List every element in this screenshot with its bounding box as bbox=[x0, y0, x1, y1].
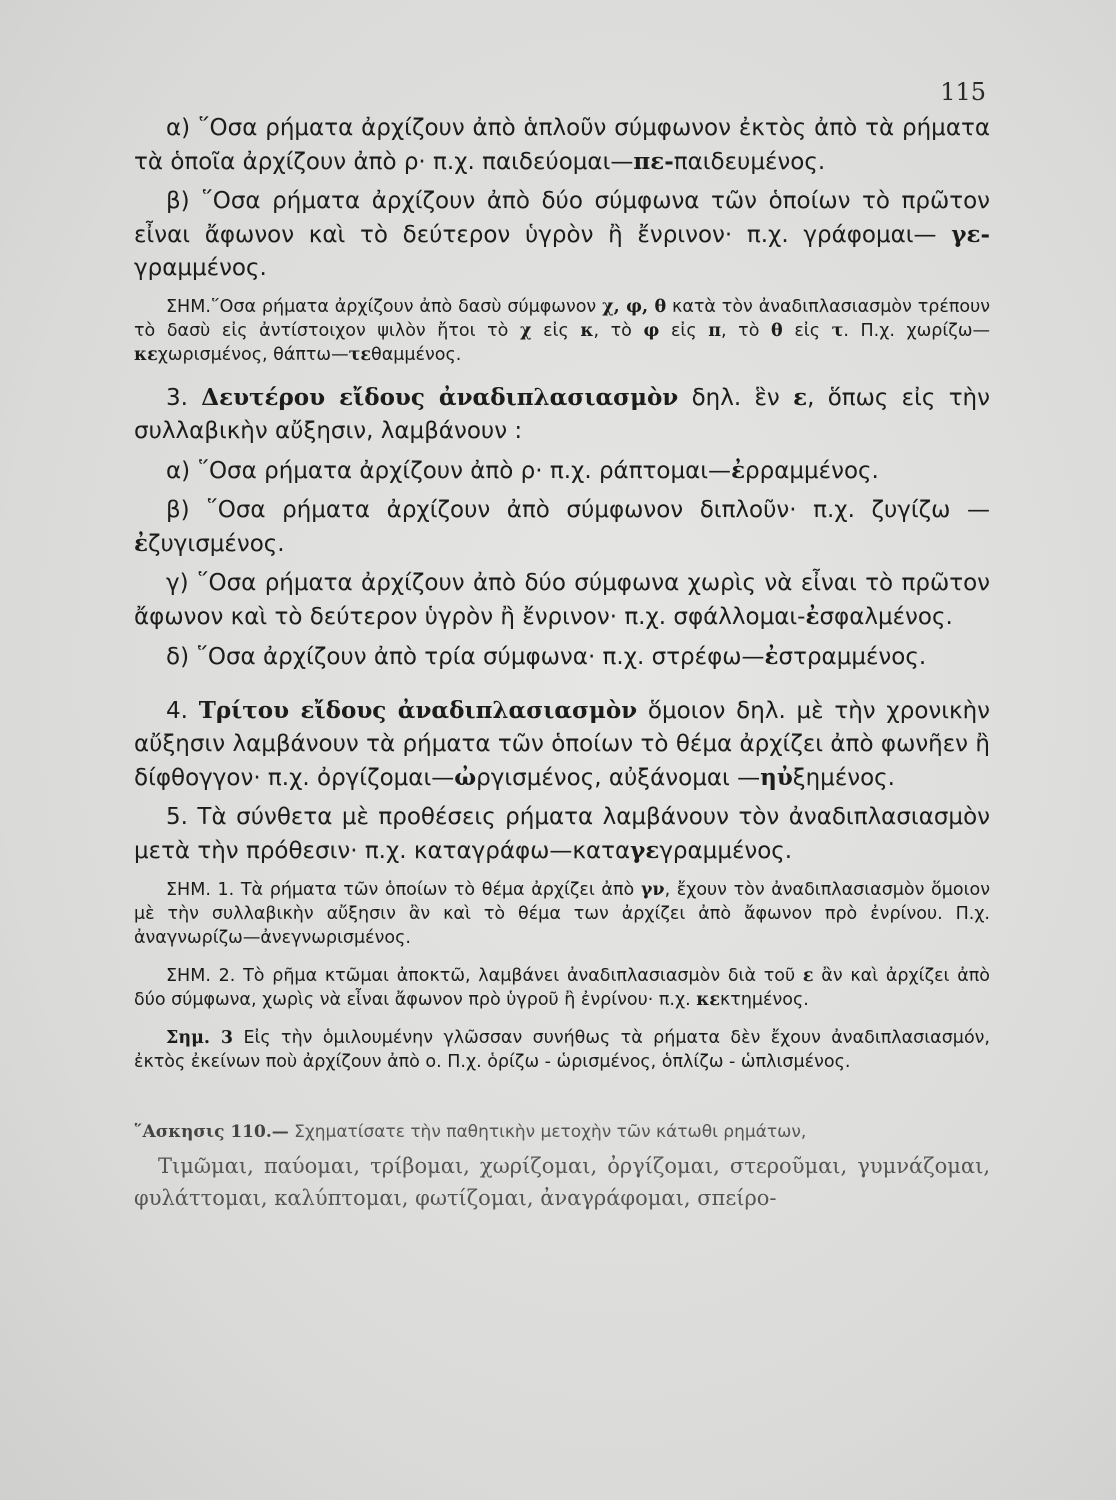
section-gap bbox=[134, 680, 990, 694]
text-run: ΣΗΜ.῞Οσα ρήματα ἀρχίζουν ἀπὸ δασὺ σύμφωνον bbox=[166, 297, 603, 317]
exercise-word-list: Τιμῶμαι, παύομαι, τρίβομαι, χωρίζομαι, ὀργίζομαι, στεροῦμαι, γυμνάζομαι, φυλάττομαι, καλύπτομαι, φωτίζομαι, ἀναγράφομαι, σπείρο- bbox=[134, 1154, 990, 1210]
bold-text: Σημ. 3 bbox=[166, 1028, 234, 1048]
bold-text: ὠ bbox=[454, 764, 477, 791]
bold-text: ἐ bbox=[764, 643, 779, 670]
bold-text: γε- bbox=[951, 221, 990, 248]
bold-text: κε bbox=[134, 345, 158, 365]
text-run: γ) ῞Οσα ρήματα ἀρχίζουν ἀπὸ δύο σύμφωνα χωρὶς νὰ εἶναι τὸ πρῶτον ἄφωνον καὶ τὸ δεύτερον ὑγρὸν ἢ ἔνρινον· π.χ. σφάλλομαι- bbox=[134, 570, 990, 630]
text-run: σφαλμένος. bbox=[819, 604, 953, 630]
footnote-paragraph bbox=[134, 964, 990, 1012]
text-run: . Π.χ. χωρίζω— bbox=[843, 321, 990, 341]
exercise-label: ῞Ασκησις 110.— bbox=[134, 1122, 289, 1142]
text-run: , τὸ bbox=[721, 321, 772, 341]
text-run: εἰς bbox=[782, 321, 832, 341]
text-run: β) ῞Οσα ρήματα ἀρχίζουν ἀπὸ δύο σύμφωνα τῶν ὁποίων τὸ πρῶτον εἶναι ἄφωνον καὶ τὸ δεύτερον ὑγρὸν ἢ ἔνρινον· π.χ. γράφομαι— bbox=[134, 188, 990, 248]
exercise-instruction: Σχηματίσατε τὴν παθητικὴν μετοχὴν τῶν κάτωθι ρημάτων, bbox=[288, 1122, 807, 1142]
body-paragraph bbox=[134, 640, 990, 674]
text-run: δηλ. ἓν bbox=[678, 385, 794, 411]
bold-text: χ bbox=[519, 321, 532, 341]
text-run: γραμμένος. bbox=[134, 255, 267, 281]
text-run: ζυγισμένος. bbox=[147, 531, 285, 557]
page-number: 115 bbox=[940, 78, 986, 106]
text-run: παιδευμένος. bbox=[673, 149, 826, 175]
text-run: γραμμένος. bbox=[659, 838, 793, 864]
text-run: ΣΗΜ. 1. Τὰ ρήματα τῶν ὁποίων τὸ θέμα ἀρχίζει ἀπὸ bbox=[166, 880, 641, 900]
text-run: ΣΗΜ. 2. Τὸ ρῆμα κτῶμαι ἀποκτῶ, λαμβάνει ἀναδιπλασιασμὸν διὰ τοῦ bbox=[166, 966, 803, 986]
text-run: ργισμένος, αὐξάνομαι — bbox=[476, 765, 761, 791]
bold-text: ε bbox=[802, 966, 814, 986]
text-run: στραμμένος. bbox=[778, 644, 927, 670]
body-paragraph bbox=[134, 381, 990, 448]
text-run: κτημένος. bbox=[719, 990, 809, 1010]
footnote-paragraph bbox=[134, 1026, 990, 1074]
page-content bbox=[134, 112, 990, 1214]
text-run: θαμμένος. bbox=[371, 345, 462, 365]
bold-text: ε bbox=[793, 384, 808, 411]
text-run: εἰς bbox=[531, 321, 581, 341]
bold-text: πε- bbox=[633, 148, 674, 175]
body-paragraph bbox=[134, 494, 990, 561]
text-run: δ) ῞Οσα ἀρχίζουν ἀπὸ τρία σύμφωνα· π.χ. στρέφω— bbox=[166, 644, 765, 670]
text-run: ὅμοιον δηλ. μὲ τὴν χρονικὴν αὔξησιν λαμβάνουν τὰ ρήματα τῶν ὁποίων τὸ θέμα ἀρχίζει ἀπὸ φωνῆεν ἢ δίφθογγον· π.χ. ὀργίζομαι— bbox=[134, 698, 991, 791]
text-run: , ἔχουν τὸν ἀναδιπλασιασμὸν ὅμοιον μὲ τὴν συλλαβικὴν αὔξησιν ἂν καὶ τὸ θέμα των ἀρχίζει ἀπὸ ἄφωνον πρὸ ἐνρίνου. Π.χ. ἀναγνωρίζω—ἀνεγνωρισμένος. bbox=[134, 880, 990, 948]
body-paragraph bbox=[134, 567, 990, 634]
footnote-paragraph bbox=[134, 878, 990, 950]
text-run: , τὸ bbox=[593, 321, 644, 341]
text-run: ξημένος. bbox=[792, 765, 895, 791]
text-run: 3. bbox=[166, 385, 202, 411]
bold-text: κ bbox=[580, 321, 594, 341]
text-run: χωρισμένος, θάπτω— bbox=[157, 345, 349, 365]
bold-text: θ bbox=[771, 321, 783, 341]
text-run: Εἰς τὴν ὁμιλουμένην γλῶσσαν συνήθως τὰ ρήματα δὲν ἔχουν ἀναδιπλασιασμόν, ἐκτὸς ἐκείνων ποὺ ἀρχίζουν ἀπὸ ο. Π.χ. ὁρίζω - ὡρισμένος, ὁπλίζω - ὡπλισμένος. bbox=[134, 1028, 990, 1072]
text-run: 5. Τὰ σύνθετα μὲ προθέσεις ρήματα λαμβάνουν τὸν ἀναδιπλασιασμὸν μετὰ τὴν πρόθεσιν· π.χ. καταγράφω—κατα bbox=[134, 804, 990, 864]
bold-text: ἐ bbox=[805, 603, 820, 630]
bold-text: τε bbox=[348, 345, 372, 365]
bold-text: ἐ bbox=[134, 530, 148, 557]
bold-text: ηὐ bbox=[760, 764, 793, 791]
footnote-paragraph bbox=[134, 295, 990, 367]
bold-text: γν bbox=[640, 880, 665, 900]
bold-text: π bbox=[708, 321, 722, 341]
bold-text: γε bbox=[630, 837, 660, 864]
text-run: κατὰ τὸν ἀναδιπλασιασμὸν τρέπουν τὸ δασὺ εἰς ἀντίστοιχον ψιλὸν ἤτοι τὸ bbox=[134, 297, 990, 341]
body-paragraph bbox=[134, 454, 990, 488]
text-run: β) ῞Οσα ρήματα ἀρχίζουν ἀπὸ σύμφωνον διπλοῦν· π.χ. ζυγίζω — bbox=[166, 497, 990, 523]
bold-text: τ bbox=[831, 321, 844, 341]
text-run: , ὅπως εἰς τὴν συλλαβικὴν αὔξησιν, λαμβάνουν : bbox=[134, 385, 990, 444]
body-paragraph bbox=[134, 185, 990, 285]
body-paragraph bbox=[134, 694, 990, 795]
body-paragraph bbox=[134, 801, 990, 868]
text-run: α) ῞Οσα ρήματα ἀρχίζουν ἀπὸ ἁπλοῦν σύμφωνον ἐκτὸς ἀπὸ τὰ ρήματα τὰ ὁποῖα ἀρχίζουν ἀπὸ ρ· π.χ. παιδεύομαι— bbox=[134, 115, 990, 175]
bold-text: Δευτέρου εἴδους ἀναδιπλασιασμὸν bbox=[201, 384, 679, 411]
bold-text: φ bbox=[643, 321, 660, 341]
text-run: εἰς bbox=[659, 321, 709, 341]
text-run: α) ῞Οσα ρήματα ἀρχίζουν ἀπὸ ρ· π.χ. ράπτομαι— bbox=[166, 458, 732, 484]
text-run: 4. bbox=[166, 698, 199, 724]
bold-text: ἐ bbox=[731, 457, 746, 484]
text-run: ἂν καὶ ἀρχίζει ἀπὸ δύο σύμφωνα, χωρὶς νὰ εἶναι ἄφωνον πρὸ ὑγροῦ ἢ ἐνρίνου· π.χ. bbox=[134, 966, 990, 1010]
exercise-heading bbox=[134, 1120, 990, 1144]
body-paragraph bbox=[134, 112, 990, 179]
bold-text: χ, φ, θ bbox=[602, 297, 667, 317]
bold-text: κε bbox=[696, 990, 720, 1010]
text-run: ρραμμένος. bbox=[745, 458, 879, 484]
bold-text: Τρίτου εἴδους ἀναδιπλασιασμὸν bbox=[198, 697, 638, 724]
